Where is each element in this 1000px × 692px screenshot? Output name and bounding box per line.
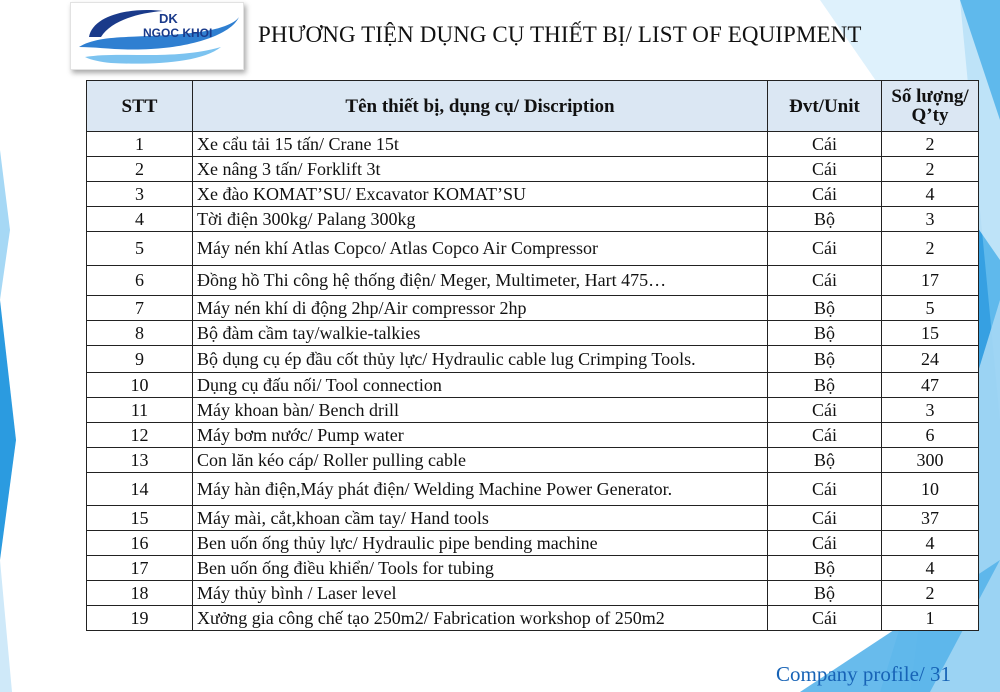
table-row — [87, 157, 979, 182]
table-row — [87, 423, 979, 448]
cell-qty: 2 — [882, 157, 979, 182]
cell-unit: Bộ — [768, 556, 882, 581]
cell-unit: Cái — [768, 266, 882, 296]
table-row — [87, 296, 979, 321]
cell-qty: 3 — [882, 207, 979, 232]
cell-name: Máy khoan bàn/ Bench drill — [193, 398, 768, 423]
cell-qty: 37 — [882, 506, 979, 531]
cell-qty: 6 — [882, 423, 979, 448]
table-row — [87, 398, 979, 423]
cell-stt: 12 — [87, 423, 193, 448]
table-row — [87, 132, 979, 157]
cell-name: Máy nén khí Atlas Copco/ Atlas Copco Air Compressor — [193, 232, 768, 266]
table-row — [87, 232, 979, 266]
cell-stt: 16 — [87, 531, 193, 556]
left-edge-decoration — [0, 0, 20, 692]
cell-unit: Bộ — [768, 321, 882, 346]
column-header-unit: Đvt/Unit — [768, 81, 882, 132]
cell-unit: Cái — [768, 132, 882, 157]
cell-name: Xưởng gia công chế tạo 250m2/ Fabrication workshop of 250m2 — [193, 606, 768, 631]
cell-unit: Bộ — [768, 373, 882, 398]
cell-name: Dụng cụ đấu nối/ Tool connection — [193, 373, 768, 398]
table-row — [87, 581, 979, 606]
cell-unit: Cái — [768, 423, 882, 448]
cell-stt: 18 — [87, 581, 193, 606]
cell-stt: 15 — [87, 506, 193, 531]
cell-name: Đồng hồ Thi công hệ thống điện/ Meger, Multimeter, Hart 475… — [193, 266, 768, 296]
logo-text-dk: DK — [159, 11, 178, 26]
cell-name: Ben uốn ống điều khiển/ Tools for tubing — [193, 556, 768, 581]
cell-unit: Bộ — [768, 207, 882, 232]
cell-unit: Bộ — [768, 346, 882, 373]
cell-stt: 14 — [87, 473, 193, 506]
cell-name: Ben uốn ống thủy lực/ Hydraulic pipe bending machine — [193, 531, 768, 556]
cell-name: Máy thủy bình / Laser level — [193, 581, 768, 606]
cell-stt: 8 — [87, 321, 193, 346]
cell-name: Tời điện 300kg/ Palang 300kg — [193, 207, 768, 232]
cell-qty: 300 — [882, 448, 979, 473]
cell-name: Bộ dụng cụ ép đầu cốt thủy lực/ Hydraulic cable lug Crimping Tools. — [193, 346, 768, 373]
cell-stt: 5 — [87, 232, 193, 266]
cell-stt: 9 — [87, 346, 193, 373]
cell-unit: Bộ — [768, 296, 882, 321]
cell-stt: 10 — [87, 373, 193, 398]
footer-page-label: Company profile/ 31 — [776, 662, 951, 686]
cell-name: Xe đào KOMAT’SU/ Excavator KOMAT’SU — [193, 182, 768, 207]
page-title: PHƯƠNG TIỆN DỤNG CỤ THIẾT BỊ/ LIST OF EQUIPMENT — [258, 22, 862, 47]
column-header-name: Tên thiết bị, dụng cụ/ Discription — [193, 81, 768, 132]
cell-name: Con lăn kéo cáp/ Roller pulling cable — [193, 448, 768, 473]
cell-name: Xe nâng 3 tấn/ Forklift 3t — [193, 157, 768, 182]
cell-qty: 2 — [882, 232, 979, 266]
qty-header-line1: Số lượng/ — [891, 86, 969, 107]
cell-qty: 4 — [882, 182, 979, 207]
cell-name: Máy mài, cắt,khoan cầm tay/ Hand tools — [193, 506, 768, 531]
cell-unit: Bộ — [768, 448, 882, 473]
table-row — [87, 531, 979, 556]
cell-qty: 10 — [882, 473, 979, 506]
table-row — [87, 207, 979, 232]
logo-text-name: NGOC KHOI — [143, 26, 213, 40]
table-row — [87, 473, 979, 506]
cell-name: Máy bơm nước/ Pump water — [193, 423, 768, 448]
table-row — [87, 448, 979, 473]
table-row — [87, 373, 979, 398]
cell-name: Bộ đàm cầm tay/walkie-talkies — [193, 321, 768, 346]
cell-unit: Cái — [768, 473, 882, 506]
cell-stt: 4 — [87, 207, 193, 232]
cell-qty: 24 — [882, 346, 979, 373]
table-row — [87, 182, 979, 207]
cell-name: Xe cẩu tải 15 tấn/ Crane 15t — [193, 132, 768, 157]
cell-unit: Cái — [768, 531, 882, 556]
table-row — [87, 606, 979, 631]
cell-unit: Cái — [768, 506, 882, 531]
cell-name: Máy hàn điện,Máy phát điện/ Welding Machine Power Generator. — [193, 473, 768, 506]
column-header-stt: STT — [87, 81, 193, 132]
cell-unit: Cái — [768, 232, 882, 266]
cell-unit: Cái — [768, 398, 882, 423]
cell-unit: Cái — [768, 182, 882, 207]
cell-stt: 1 — [87, 132, 193, 157]
cell-stt: 3 — [87, 182, 193, 207]
cell-stt: 11 — [87, 398, 193, 423]
cell-unit: Cái — [768, 157, 882, 182]
cell-qty: 4 — [882, 556, 979, 581]
cell-qty: 4 — [882, 531, 979, 556]
company-logo — [70, 2, 244, 70]
cell-stt: 13 — [87, 448, 193, 473]
column-header-qty — [882, 81, 979, 132]
cell-qty: 2 — [882, 132, 979, 157]
table-row — [87, 346, 979, 373]
cell-unit: Bộ — [768, 581, 882, 606]
cell-qty: 3 — [882, 398, 979, 423]
cell-unit: Cái — [768, 606, 882, 631]
table-row — [87, 321, 979, 346]
equipment-table — [86, 80, 979, 631]
cell-qty: 17 — [882, 266, 979, 296]
cell-stt: 2 — [87, 157, 193, 182]
cell-stt: 7 — [87, 296, 193, 321]
cell-name: Máy nén khí di động 2hp/Air compressor 2hp — [193, 296, 768, 321]
qty-header-line2: Q’ty — [911, 105, 949, 126]
cell-qty: 15 — [882, 321, 979, 346]
cell-stt: 17 — [87, 556, 193, 581]
table-header-row — [87, 81, 979, 132]
cell-stt: 6 — [87, 266, 193, 296]
cell-qty: 1 — [882, 606, 979, 631]
table-row — [87, 556, 979, 581]
table-row — [87, 506, 979, 531]
cell-qty: 5 — [882, 296, 979, 321]
table-row — [87, 266, 979, 296]
cell-stt: 19 — [87, 606, 193, 631]
cell-qty: 47 — [882, 373, 979, 398]
cell-qty: 2 — [882, 581, 979, 606]
